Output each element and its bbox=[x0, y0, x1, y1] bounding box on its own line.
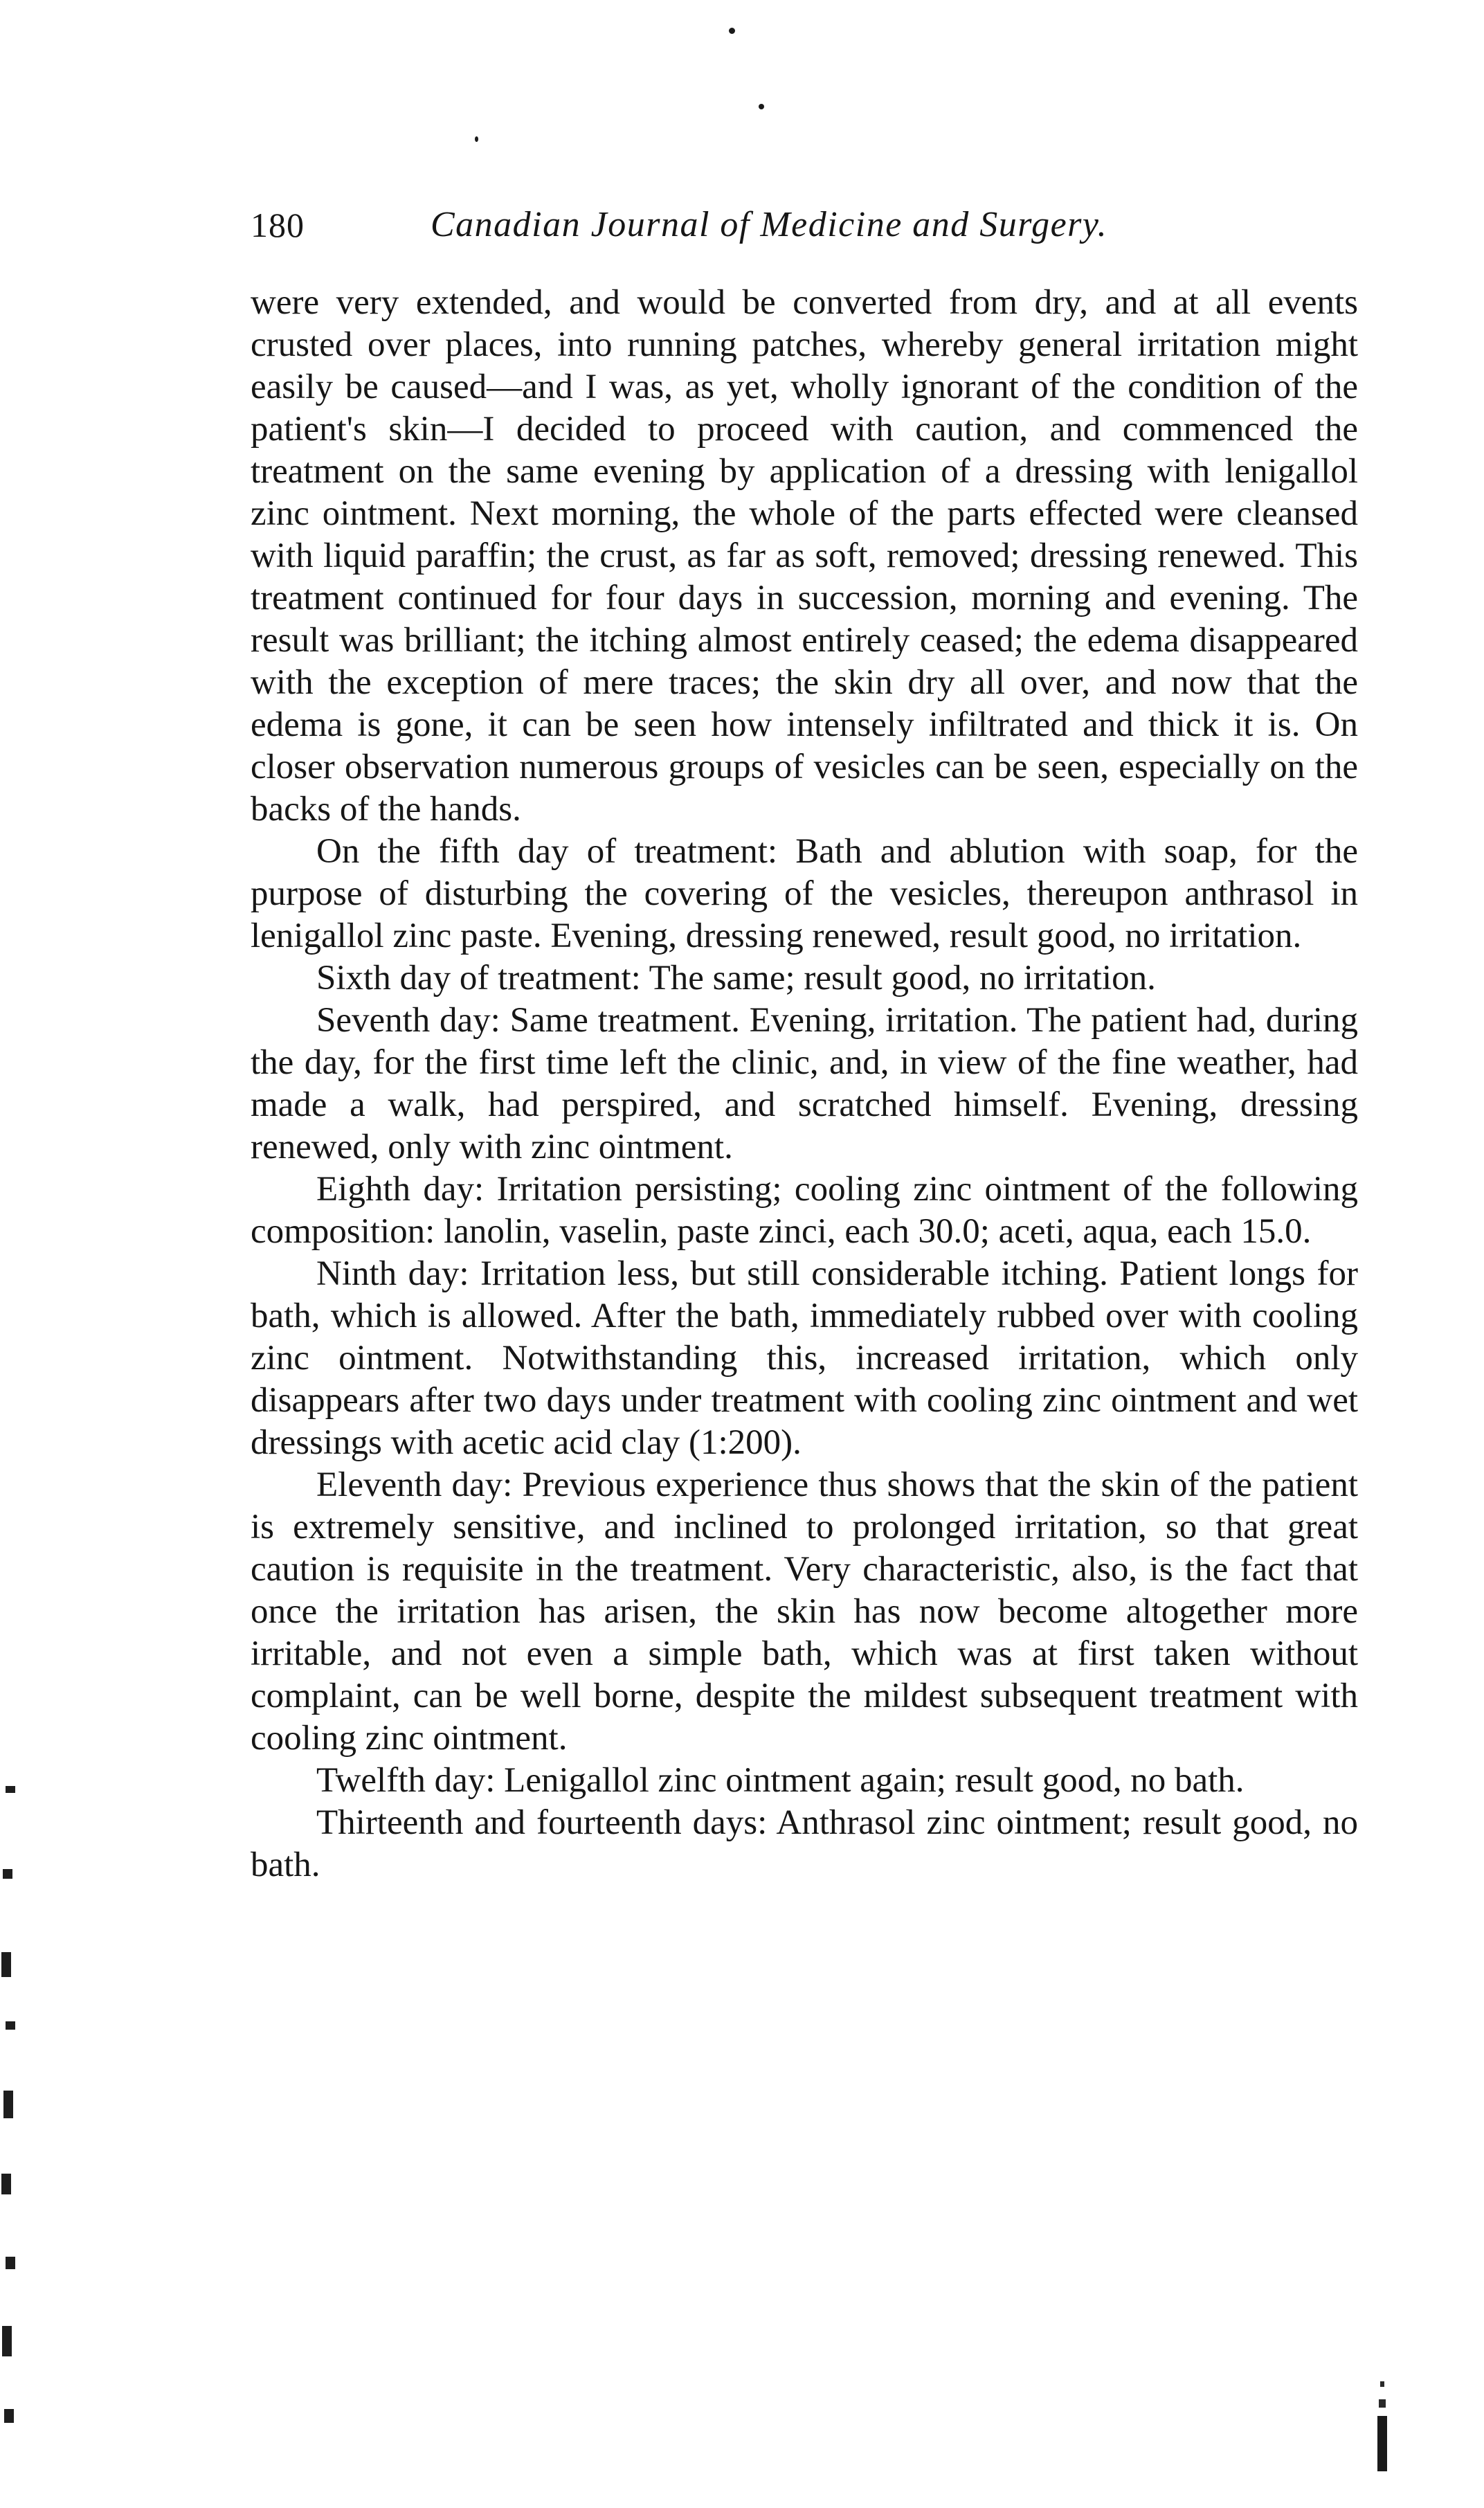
left-margin-scan-artifacts bbox=[0, 1731, 28, 2492]
paragraph: Eleventh day: Previous experience thus shows that the skin of the patient is extremely sensitive, and inclined to prolonged irritation, so that great caution is requisite in the treatment. Very characteristic, also, is the fact that once the irritation has arisen, the skin has now become altogether more irritable, and not even a simple bath, which was at first taken without complaint, can be well borne, despite the mildest subsequent treatment with cooling zinc ointment. bbox=[251, 1465, 1358, 1758]
scan-artifact bbox=[2, 2326, 12, 2356]
paragraph: were very extended, and would be converted from dry, and at all events crusted over places, into running patches, whereby general irritation might easily be caused—and I was, as yet, wholly ignorant of the condition of the patient's skin—I decided to proceed with caution, and commenced the treatment on the same evening by application of a dressing with lenigallol zinc ointment. Next morning, the whole of the parts effected were cleansed with liquid paraffin; the crust, as far as soft, removed; dressing renewed. This treatment continued for four days in succession, morning and evening. The result was brilliant; the itching almost entirely ceased; the edema disappeared with the exception of mere traces; the skin dry all over, and now that the edema is gone, it can be seen how intensely infiltrated and thick it is. On closer observation numerous groups of vesicles can be seen, especially on the backs of the hands. bbox=[251, 283, 1358, 829]
scan-artifact bbox=[1, 1952, 11, 1977]
scan-artifact bbox=[6, 2021, 15, 2030]
paragraph: Sixth day of treatment: The same; result good, no irritation. bbox=[316, 959, 1156, 998]
scan-artifact bbox=[6, 2257, 15, 2269]
paragraph: Twelfth day: Lenigallol zinc ointment again; result good, no bath. bbox=[316, 1761, 1245, 1800]
page-header bbox=[251, 201, 1330, 249]
paragraph: Thirteenth and fourteenth days: Anthrasol zinc ointment; result good, no bath. bbox=[251, 1803, 1358, 1884]
scan-artifact bbox=[1, 2174, 11, 2194]
scan-artifact bbox=[6, 1786, 15, 1793]
scan-speck bbox=[729, 28, 735, 34]
scan-artifact bbox=[3, 1869, 12, 1879]
running-title: Canadian Journal of Medicine and Surgery. bbox=[431, 205, 1108, 244]
scan-speck bbox=[475, 136, 478, 142]
scan-artifact bbox=[4, 2409, 14, 2423]
paragraph: Ninth day: Irritation less, but still considerable itching. Patient longs for bath, which is allowed. After the bath, immediately rubbed over with cooling zinc ointment. Notwithstanding this, increased irritation, which only disappears after two days under treatment with cooling zinc ointment and wet dressings with acetic acid clay (1:200). bbox=[251, 1254, 1358, 1462]
page-number: 180 bbox=[251, 206, 305, 244]
body-text bbox=[251, 282, 1358, 1886]
scan-artifact-corner bbox=[1376, 2381, 1391, 2471]
paragraph: Eighth day: Irritation persisting; cooling zinc ointment of the following composition: lanolin, vaselin, paste zinci, each 30.0; aceti, aqua, each 15.0. bbox=[251, 1170, 1358, 1251]
scan-speck bbox=[759, 104, 764, 109]
paragraph: On the fifth day of treatment: Bath and ablution with soap, for the purpose of disturbing the covering of the vesicles, thereupon anthrasol in lenigallol zinc paste. Evening, dressing renewed, result good, no irritation. bbox=[251, 832, 1358, 955]
paragraph: Seventh day: Same treatment. Evening, irritation. The patient had, during the day, for the first time left the clinic, and, in view of the fine weather, had made a walk, had perspired, and scratched himself. Evening, dressing renewed, only with zinc ointment. bbox=[251, 1001, 1358, 1166]
scan-artifact bbox=[3, 2091, 13, 2118]
